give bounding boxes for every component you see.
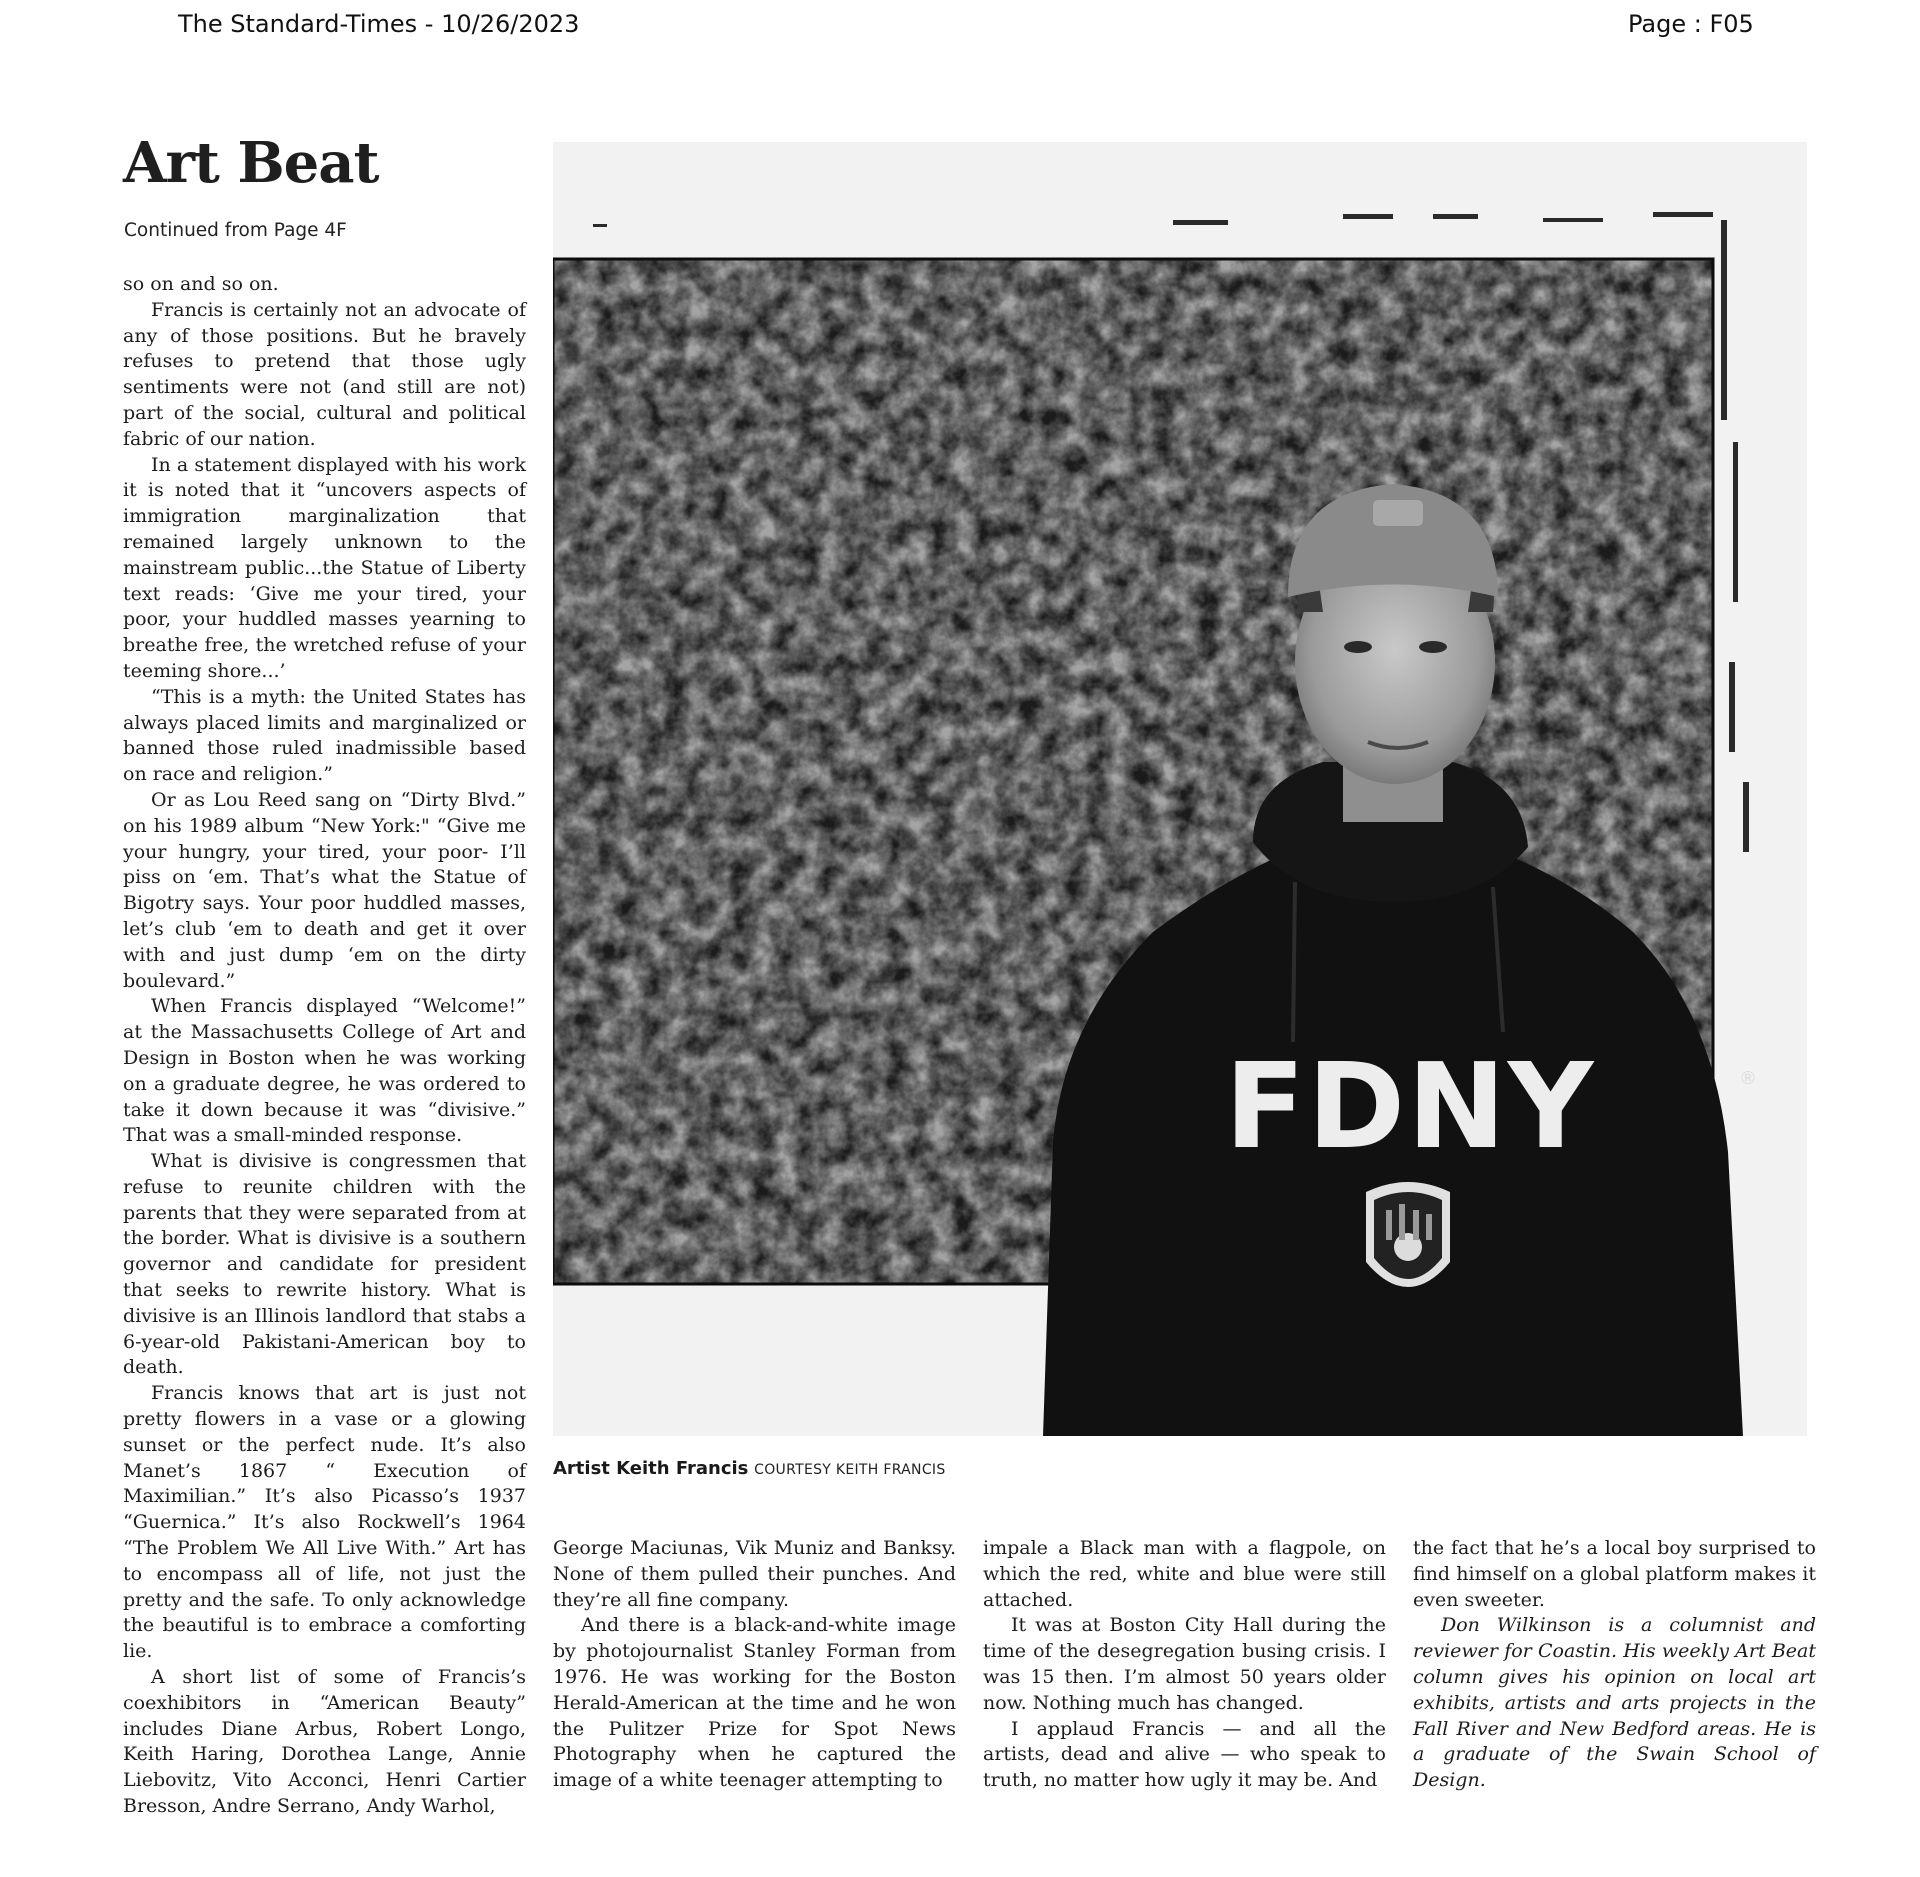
paragraph: What is divisive is congressmen that refuse to reunite children with the parents that they were separated from at the border. What is divisive is a southern governor and candidate for president that seeks to rewrite history. What is divisive is an Illinois landlord that stabs a 6-year-old Pakistani-American boy to death. <box>123 1150 526 1379</box>
paragraph: And there is a black-and-white image by photojournalist Stanley Forman from 1976. He was working for the Boston Herald-American at the time and he won the Pulitzer Prize for Spot News Photography when he captured the image of a white teenager attempting to <box>553 1614 956 1792</box>
author-bio: Don Wilkinson is a columnist and reviewer for Coastin. His weekly Art Beat column gives his opinion on local art exhibits, artists and arts projects in the Fall River and New Bedford areas. He is a graduate of the Swain School of Design. <box>1413 1614 1816 1792</box>
paragraph: I applaud Francis — and all the artists, dead and alive — who speak to truth, no matter how ugly it may be. And <box>983 1717 1386 1792</box>
paragraph: In a statement displayed with his work it is noted that it “uncovers aspects of immigration marginalization that remained largely unknown to the mainstream public...the Statue of Liberty text reads: ‘Give me your tired, your poor, your huddled masses yearning to breathe free, the wretched refuse of your teeming shore...’ <box>123 453 526 682</box>
paragraph: “This is a myth: the United States has always placed limits and marginalized or banned those ruled inadmissible based on race and religion.” <box>123 685 526 786</box>
article-column-3 <box>983 1536 1386 1794</box>
caption-name: Artist Keith Francis <box>553 1458 749 1479</box>
paragraph: Francis is certainly not an advocate of any of those positions. But he bravely refuses to pretend that those ugly sentiments were not (and still are not) part of the social, cultural and political fabric of our nation. <box>123 298 526 450</box>
caption-credit: COURTESY KEITH FRANCIS <box>754 1462 946 1478</box>
paragraph: It was at Boston City Hall during the time of the desegregation busing crisis. I was 15 then. I’m almost 50 years older now. Nothing much has changed. <box>983 1614 1386 1714</box>
paragraph: the fact that he’s a local boy surprised to find himself on a global platform makes it even sweeter. <box>1413 1537 1816 1611</box>
artist-photo <box>553 142 1807 1436</box>
continued-from: Continued from Page 4F <box>124 220 347 241</box>
publication-date: The Standard-Times - 10/26/2023 <box>178 10 580 38</box>
article-column-4 <box>1413 1536 1816 1794</box>
photo-caption <box>553 1458 946 1479</box>
paragraph: George Maciunas, Vik Muniz and Banksy. None of them pulled their punches. And they’re all fine company. <box>553 1537 956 1611</box>
page-number: Page : F05 <box>1628 10 1754 38</box>
registered-mark: ® <box>1739 1068 1757 1089</box>
paragraph: Or as Lou Reed sang on “Dirty Blvd.” on his 1989 album “New York:" “Give me your hungry, your tired, your poor- I’ll piss on ‘em. That’s what the Statue of Bigotry says. Your poor huddled masses, let’s club ‘em to death and get it over with and just dump ‘em on the dirty boulevard.” <box>123 788 526 992</box>
paragraph: so on and so on. <box>123 273 279 295</box>
paragraph: A short list of some of Francis’s coexhibitors in “American Beauty” includes Diane Arbus, Robert Longo, Keith Haring, Dorothea Lange, Annie Liebovitz, Vito Acconci, Henri Cartier Bresson, Andre Serrano, Andy Warhol, <box>123 1666 526 1818</box>
fdny-badge-icon <box>1366 1182 1450 1287</box>
article-column-2 <box>553 1536 956 1794</box>
paragraph: impale a Black man with a flagpole, on which the red, white and blue were still attached. <box>983 1537 1386 1611</box>
paragraph: When Francis displayed “Welcome!” at the Massachusetts College of Art and Design in Boston when he was working on a graduate degree, he was ordered to take it down because it was “divisive.” That was a small-minded response. <box>123 995 526 1147</box>
article-column-1 <box>123 272 526 1820</box>
paragraph: Francis knows that art is just not pretty flowers in a vase or a glowing sunset or the perfect nude. It’s also Manet’s 1867 “ Execution of Maximilian.” It’s also Picasso’s 1937 “Guernica.” It’s also Rockwell’s 1964 “The Problem We All Live With.” Art has to encompass all of life, not just the pretty and the safe. To only acknowledge the beautiful is to embrace a comforting lie. <box>123 1382 526 1663</box>
article-title: Art Beat <box>123 130 379 196</box>
shirt-fdny-text: FDNY <box>1224 1037 1596 1175</box>
